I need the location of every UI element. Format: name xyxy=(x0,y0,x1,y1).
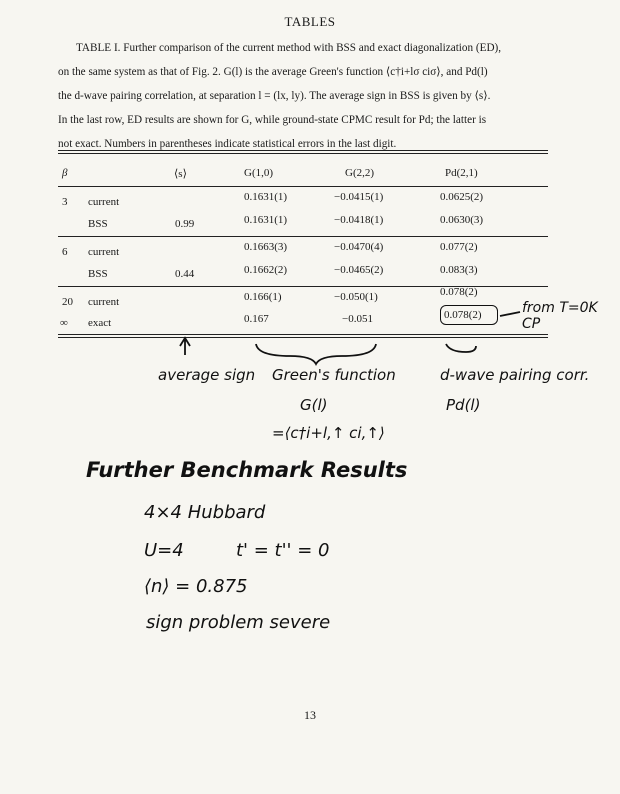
table-row: −0.0415(1) xyxy=(334,191,384,203)
hubbard-note: 4×4 Hubbard xyxy=(144,502,266,523)
table-bottom-rule-2 xyxy=(58,337,548,338)
caption-line-5: not exact. Numbers in parentheses indicate statistical errors in the last digit. xyxy=(58,138,397,150)
table-caption xyxy=(58,36,550,156)
brace-greens xyxy=(256,344,376,364)
table-row: 0.077(2) xyxy=(440,241,478,253)
table-row: 0.1631(1) xyxy=(244,191,288,203)
highlight-circle xyxy=(440,305,498,325)
header-beta: β xyxy=(62,167,68,179)
greens-function-note: Green's function xyxy=(272,366,396,384)
page-number: 13 xyxy=(304,708,316,722)
g-of-l: G(l) xyxy=(300,396,328,414)
table-row: 0.166(1) xyxy=(244,291,282,303)
table-row: 20 xyxy=(62,296,73,308)
group-rule-1 xyxy=(58,236,548,237)
table-row: current xyxy=(88,246,120,258)
table-row: 0.078(2) xyxy=(440,286,478,298)
table-row: 0.1663(3) xyxy=(244,241,288,253)
caption-line-4: In the last row, ED results are shown for G, while ground-state CPMC result for Pd; the latter is xyxy=(58,114,487,126)
table-row: BSS xyxy=(88,268,108,280)
table-row: 0.167 xyxy=(244,313,269,325)
table-row: 0.0625(2) xyxy=(440,191,484,203)
caption-line-3: the d-wave pairing correlation, at separation l = (lx, ly). The average sign in BSS is given by ⟨s⟩. xyxy=(58,90,491,102)
table-row: 0.0630(3) xyxy=(440,214,484,226)
table-row: 6 xyxy=(62,246,68,258)
table-top-rule-2 xyxy=(58,153,548,154)
caption-line-1: TABLE I. Further comparison of the current method with BSS and exact diagonalization (ED), xyxy=(76,42,502,54)
table-row: 0.078(2) xyxy=(444,309,482,321)
average-sign-note: average sign xyxy=(158,366,256,384)
page-heading: TABLES xyxy=(284,14,336,29)
header-pd21: Pd(2,1) xyxy=(445,167,478,179)
arrow-line xyxy=(500,312,520,316)
table-row: current xyxy=(88,196,120,208)
further-title: Further Benchmark Results xyxy=(86,458,408,482)
table-row: 0.1662(2) xyxy=(244,264,288,276)
g-definition: =⟨c†i+l,↑ ci,↑⟩ xyxy=(272,424,385,442)
table-row: 0.083(3) xyxy=(440,264,478,276)
dwave-note: d-wave pairing corr. xyxy=(440,366,590,384)
brace-dwave xyxy=(446,344,476,352)
table-row: BSS xyxy=(88,218,108,230)
table-row: −0.0418(1) xyxy=(334,214,384,226)
table-row: −0.0465(2) xyxy=(334,264,384,276)
table-row: −0.050(1) xyxy=(334,291,378,303)
header-sign: ⟨s⟩ xyxy=(174,168,187,180)
header-g10: G(1,0) xyxy=(244,167,274,179)
table-row: 0.44 xyxy=(175,268,195,280)
from-note: from T=0K CP xyxy=(522,300,598,332)
table-row: 3 xyxy=(62,196,68,208)
table-row: −0.051 xyxy=(342,313,373,325)
header-g22: G(2,2) xyxy=(345,167,375,179)
table-row: exact xyxy=(88,317,112,329)
u-note: U=4 xyxy=(144,540,184,561)
up-arrow xyxy=(180,338,190,355)
tprime-note: t' = t'' = 0 xyxy=(236,540,330,561)
caption-line-2: on the same system as that of Fig. 2. G(l) is the average Green's function ⟨c†i+lσ ciσ⟩, and Pd(l) xyxy=(58,66,488,78)
header-rule xyxy=(58,186,548,187)
table-top-rule xyxy=(58,150,548,151)
table-row: current xyxy=(88,296,120,308)
table-bottom-rule xyxy=(58,334,548,335)
pd-of-l: Pd(l) xyxy=(446,396,481,414)
table-row: −0.0470(4) xyxy=(334,241,384,253)
table-row: 0.99 xyxy=(175,218,195,230)
table-row: ∞ xyxy=(60,317,68,329)
density-note: ⟨n⟩ = 0.875 xyxy=(144,576,248,597)
table-row: 0.1631(1) xyxy=(244,214,288,226)
sign-problem-note: sign problem severe xyxy=(146,612,331,633)
